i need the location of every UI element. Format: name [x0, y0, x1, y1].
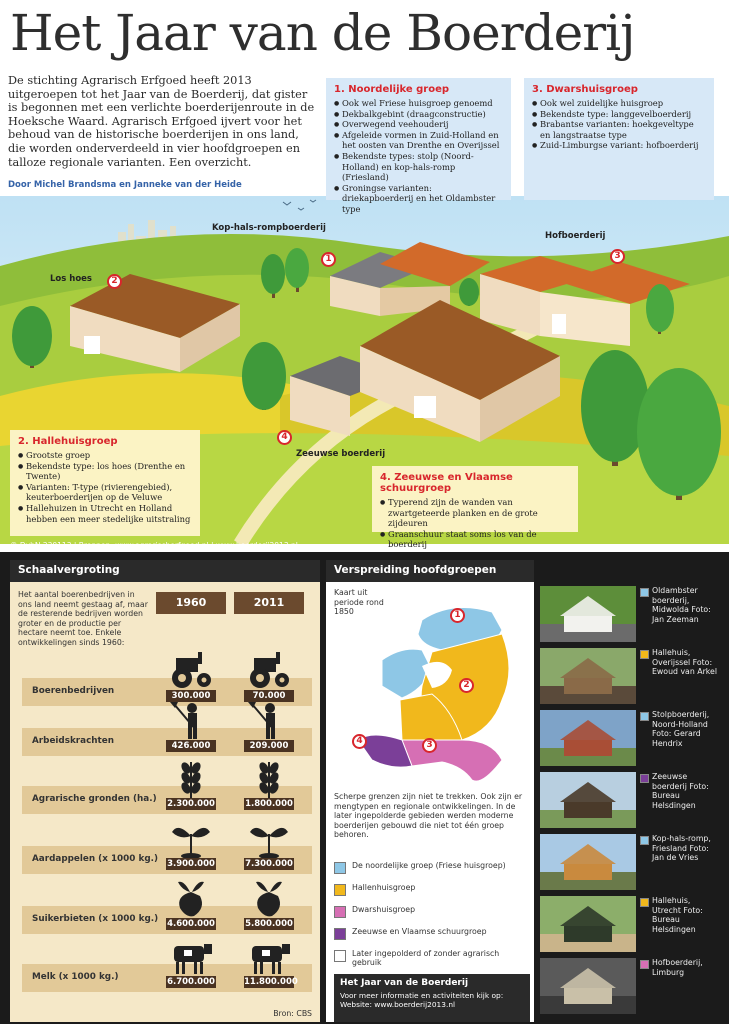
page-title: Het Jaar van de Boerderij — [10, 4, 635, 62]
group-2-item: ● Bekendste type: los hoes (Drenthe en Twente) — [18, 461, 192, 482]
stat-value-2011: 209.000 — [244, 740, 294, 752]
photo-group-swatch — [640, 712, 649, 721]
source-label: Bron: CBS — [273, 1009, 312, 1018]
stat-label: Aardappelen (x 1000 kg.) — [32, 854, 158, 864]
verspreiding-panel — [326, 560, 534, 1022]
group-3-item: ● Zuid-Limburgse variant: hofboerderij — [532, 140, 706, 151]
photo-caption: Kop-hals-romp, Friesland Foto: Jan de Vries — [652, 834, 711, 863]
label-zeeuwse-boerderij: Zeeuwse boerderij — [296, 449, 386, 459]
schaalvergroting-panel — [10, 560, 320, 1022]
beet-icon — [244, 878, 294, 918]
stat-value-1960: 3.900.000 — [167, 859, 215, 869]
photo-caption: Stolpboerderij, Noord-Holland Foto: Gerard Hendrix — [652, 710, 710, 748]
group-2-item: ● Grootste groep — [18, 450, 192, 461]
stat-row — [22, 728, 312, 756]
photo-group-swatch — [640, 898, 649, 907]
promo-website[interactable]: Website: www.boerderij2013.nl — [340, 1000, 456, 1010]
photo-item — [540, 772, 720, 828]
group-1-item: ● Bekendste types: stolp (Noord-Holland) en kop-hals-romp (Friesland) — [334, 151, 503, 183]
group-1-item: ● Dekbalkgebint (draagconstructie) — [334, 109, 503, 120]
group-2-item: ● Varianten: T-type (rivierengebied), keuterboerderijen op de Veluwe — [18, 482, 192, 503]
sprout-icon — [166, 818, 216, 858]
stat-label: Arbeidskrachten — [32, 736, 114, 746]
group-2-title: 2. Hallehuisgroep — [18, 436, 118, 447]
map-legend — [334, 860, 530, 970]
photo-item — [540, 648, 720, 704]
tractor-icon — [244, 650, 294, 690]
photo-item — [540, 896, 720, 952]
photo-item — [540, 958, 720, 1014]
netherlands-map — [352, 590, 532, 790]
group-4-box — [372, 466, 578, 550]
legend-swatch — [334, 906, 346, 918]
byline: Door Michel Brandsma en Janneke van der Heide — [8, 180, 242, 190]
label-kop-hals-romp: Kop-hals-rompboerderij — [212, 223, 326, 233]
stat-row — [22, 846, 312, 874]
wheat-icon — [244, 758, 294, 798]
credits-line: © DvhN 230113 | Bronnen: www.agrarischerfgoed.nl | www.boerderij2013.nl — [10, 541, 298, 550]
verspreiding-title: Verspreiding hoofdgroepen — [326, 560, 534, 582]
stat-row — [22, 786, 312, 814]
stat-label: Melk (x 1000 kg.) — [32, 972, 119, 982]
promo-title: Het Jaar van de Boerderij — [340, 978, 469, 988]
stat-value-2011: 1.800.000 — [245, 799, 293, 809]
group-4-title: 4. Zeeuwse en Vlaamse schuurgroep — [380, 472, 513, 494]
photo-caption: Oldambster boerderij, Midwolda Foto: Jan Zeeman — [652, 586, 711, 624]
stat-label: Suikerbieten (x 1000 kg.) — [32, 914, 159, 924]
year-2011-header: 2011 — [234, 592, 304, 614]
marker-3: 3 — [610, 249, 625, 264]
schaalvergroting-title: Schaalvergroting — [10, 560, 320, 582]
legend-item: Hallenhuisgroep — [334, 882, 530, 902]
farm-photo — [540, 958, 636, 1014]
stat-label: Agrarische gronden (ha.) — [32, 794, 157, 804]
stat-label: Boerenbedrijven — [32, 686, 115, 696]
group-3-title: 3. Dwarshuisgroep — [532, 84, 638, 95]
farmer-icon — [244, 700, 294, 740]
legend-item: Dwarshuisgroep — [334, 904, 530, 924]
group-3-item: ● Bekendste type: langgevelboerderij — [532, 109, 706, 120]
label-hofboerderij: Hofboerderij — [545, 231, 606, 241]
farm-photo — [540, 834, 636, 890]
legend-swatch — [334, 928, 346, 940]
label-los-hoes: Los hoes — [50, 274, 92, 284]
photo-group-swatch — [640, 650, 649, 659]
photo-item — [540, 586, 720, 642]
map-marker-2: 2 — [459, 678, 474, 693]
sprout-icon — [244, 818, 294, 858]
photo-item — [540, 710, 720, 766]
map-note: Scherpe grenzen zijn niet te trekken. Ook zijn er mengtypen en regionale ontwikkelingen. In de later ingepolderde gebieden werden moderne boerderijen gebouwd die niet tot één groep behoren. — [334, 792, 523, 840]
photo-group-swatch — [640, 588, 649, 597]
group-3-box — [524, 78, 714, 200]
stat-value-1960: 6.700.000 — [167, 977, 215, 987]
stat-value-2011: 5.800.000 — [245, 919, 293, 929]
legend-swatch — [334, 950, 346, 962]
group-4-item: ● Typerend zijn de wanden van zwartgeteerde planken en de grote zijdeuren — [380, 497, 570, 529]
group-2-item: ● Hallehuizen in Utrecht en Holland hebben een meer stedelijke uitstraling — [18, 503, 192, 524]
marker-4: 4 — [277, 430, 292, 445]
stat-row — [22, 964, 312, 992]
year-1960-header: 1960 — [156, 592, 226, 614]
group-4-item: ● Graanschuur staat soms los van de boerderij — [380, 529, 570, 550]
stat-value-1960: 2.300.000 — [167, 799, 215, 809]
stat-value-2011: 11.800.000 — [244, 977, 298, 987]
group-3-item: ● Brabantse varianten: hoekgeveltype en langstraatse type — [532, 119, 706, 140]
schaalvergroting-intro: Het aantal boerenbedrijven in ons land neemt gestaag af, maar de resterende bedrijven worden groter en de productie per hectare neemt toe. Enkele ontwikkelingen sinds 1960: — [18, 590, 148, 647]
farm-photo — [540, 648, 636, 704]
legend-item: Later ingepolderd of zonder agrarisch gebruik — [334, 948, 530, 968]
farmer-icon — [166, 700, 216, 740]
photo-caption: Hallehuis, Utrecht Foto: Bureau Helsdingen — [652, 896, 703, 934]
marker-1: 1 — [321, 252, 336, 267]
legend-swatch — [334, 862, 346, 874]
map-caption: Kaart uit periode rond 1850 — [334, 588, 384, 617]
legend-item: De noordelijke groep (Friese huisgroep) — [334, 860, 530, 880]
photo-group-swatch — [640, 960, 649, 969]
wheat-icon — [166, 758, 216, 798]
stat-value-2011: 70.000 — [244, 690, 294, 702]
photo-caption: Hofboerderij, Limburg — [652, 958, 703, 977]
group-3-item: ● Ook wel zuidelijke huisgroep — [532, 98, 706, 109]
farm-photo — [540, 586, 636, 642]
photo-item — [540, 834, 720, 890]
stat-row — [22, 906, 312, 934]
stat-value-1960: 426.000 — [166, 740, 216, 752]
intro-text: De stichting Agrarisch Erfgoed heeft 2013 uitgeroepen tot het Jaar van de Boerderij, dat gister is begonnen met een verlichte boerderijenroute in de Hoeksche Waard. Agrarisch Erfgoed ijvert voor het behoud van de historische boerderijen in ons land, die worden onderverdeeld in vier hoofdgroepen en talloze regionale varianten. Een overzicht. — [8, 74, 315, 169]
photo-caption: Hallehuis, Overijssel Foto: Ewoud van Arkel — [652, 648, 717, 677]
farm-photo — [540, 896, 636, 952]
farm-photo — [540, 772, 636, 828]
cow-icon — [166, 936, 216, 976]
group-1-item: ● Ook wel Friese huisgroep genoemd — [334, 98, 503, 109]
map-marker-1: 1 — [450, 608, 465, 623]
stat-value-1960: 4.600.000 — [167, 919, 215, 929]
photo-group-swatch — [640, 774, 649, 783]
beet-icon — [166, 878, 216, 918]
group-1-title: 1. Noordelijke groep — [334, 84, 450, 95]
legend-item: Zeeuwse en Vlaamse schuurgroep — [334, 926, 530, 946]
legend-swatch — [334, 884, 346, 896]
farm-photo — [540, 710, 636, 766]
group-1-item: ● Afgeleide vormen in Zuid-Holland en het oosten van Drenthe en Overijssel — [334, 130, 503, 151]
cow-icon — [244, 936, 294, 976]
map-marker-4: 4 — [352, 734, 367, 749]
group-1-box — [326, 78, 511, 214]
group-1-item: ● Overwegend veehouderij — [334, 119, 503, 130]
promo-line-1: Voor meer informatie en activiteiten kijk op: — [340, 991, 504, 1000]
promo-box — [334, 974, 530, 1022]
photo-group-swatch — [640, 836, 649, 845]
group-2-box — [10, 430, 200, 536]
group-1-item: ● Groningse varianten: driekapboerderij en het Oldambster type — [334, 183, 503, 215]
photo-column — [540, 586, 720, 1022]
tractor-icon — [166, 650, 216, 690]
map-marker-3: 3 — [422, 738, 437, 753]
photo-caption: Zeeuwse boerderij Foto: Bureau Helsdingen — [652, 772, 709, 810]
marker-2: 2 — [107, 274, 122, 289]
stat-value-1960: 300.000 — [166, 690, 216, 702]
stat-value-2011: 7.300.000 — [245, 859, 293, 869]
